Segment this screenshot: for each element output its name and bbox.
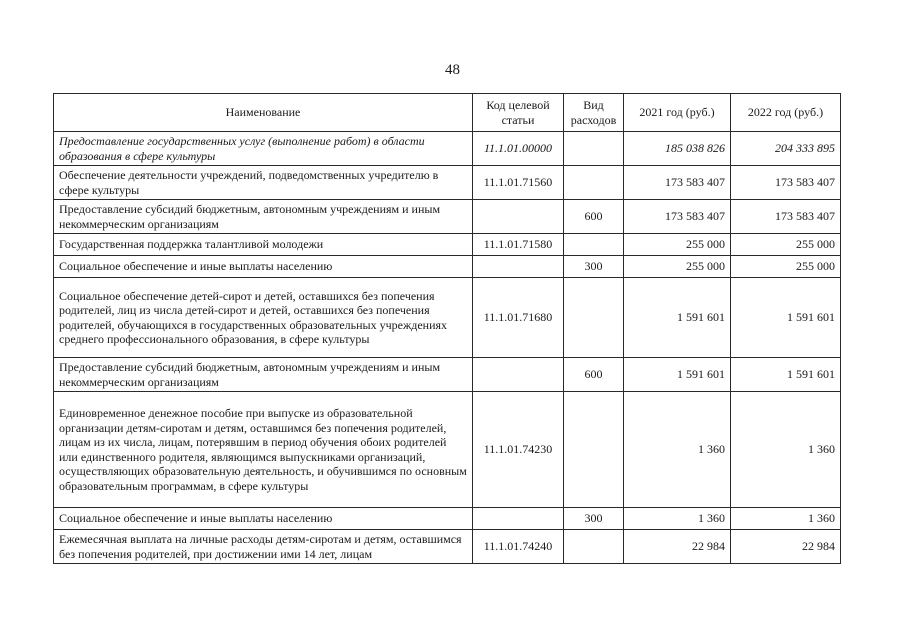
header-name: Наименование	[54, 94, 473, 132]
row-code	[473, 200, 564, 234]
row-expense-type	[564, 530, 624, 564]
table-row	[54, 132, 841, 166]
row-expense-type	[564, 234, 624, 256]
row-name: Предоставление государственных услуг (выполнение работ) в области образования в сфере культуры	[54, 132, 473, 166]
table-row	[54, 358, 841, 392]
row-amount-2021: 173 583 407	[624, 166, 731, 200]
table-row	[54, 234, 841, 256]
row-code	[473, 358, 564, 392]
budget-table	[53, 93, 841, 564]
table-row	[54, 256, 841, 278]
row-code: 11.1.01.71560	[473, 166, 564, 200]
header-year-2021: 2021 год (руб.)	[624, 94, 731, 132]
row-code: 11.1.01.74240	[473, 530, 564, 564]
row-expense-type	[564, 166, 624, 200]
row-code: 11.1.01.71680	[473, 278, 564, 358]
row-name: Предоставление субсидий бюджетным, автономным учреждениям и иным некоммерческим организациям	[54, 200, 473, 234]
table-row	[54, 200, 841, 234]
row-amount-2021: 22 984	[624, 530, 731, 564]
row-name: Предоставление субсидий бюджетным, автономным учреждениям и иным некоммерческим организациям	[54, 358, 473, 392]
row-amount-2022: 255 000	[731, 234, 841, 256]
row-amount-2021: 1 360	[624, 392, 731, 508]
row-amount-2022: 1 360	[731, 508, 841, 530]
row-expense-type	[564, 278, 624, 358]
row-name: Ежемесячная выплата на личные расходы детям-сиротам и детям, оставшимся без попечения родителей, при достижении ими 14 лет, лицам	[54, 530, 473, 564]
row-name: Социальное обеспечение и иные выплаты населению	[54, 256, 473, 278]
table-body	[54, 132, 841, 564]
header-type: Вид расходов	[564, 94, 624, 132]
row-amount-2022: 255 000	[731, 256, 841, 278]
row-code	[473, 508, 564, 530]
table-row	[54, 278, 841, 358]
row-name: Единовременное денежное пособие при выпуске из образовательной организации детям-сиротам и детям, оставшимся без попечения родителей, лицам из их числа, лицам, потерявшим в период обучения обоих родителей или единственного родителя, являющимся выпускниками организаций, осуществляющих образовательную деятельность, и обучившимся по основным образовательным программам, в сфере культуры	[54, 392, 473, 508]
row-name: Социальное обеспечение детей-сирот и детей, оставшихся без попечения родителей, лиц из числа детей-сирот и детей, оставшихся без попечения родителей, обучающихся в государственных образовательных учреждениях среднего профессионального образования, в сфере культуры	[54, 278, 473, 358]
table-row	[54, 508, 841, 530]
row-name: Социальное обеспечение и иные выплаты населению	[54, 508, 473, 530]
row-amount-2022: 1 591 601	[731, 358, 841, 392]
row-expense-type: 600	[564, 200, 624, 234]
row-amount-2021: 185 038 826	[624, 132, 731, 166]
row-expense-type: 300	[564, 256, 624, 278]
row-amount-2021: 1 591 601	[624, 358, 731, 392]
row-amount-2021: 173 583 407	[624, 200, 731, 234]
row-amount-2021: 255 000	[624, 256, 731, 278]
table-row	[54, 166, 841, 200]
row-amount-2021: 1 360	[624, 508, 731, 530]
page-number: 48	[445, 62, 460, 78]
row-amount-2021: 1 591 601	[624, 278, 731, 358]
row-expense-type	[564, 132, 624, 166]
row-amount-2022: 1 360	[731, 392, 841, 508]
row-expense-type: 300	[564, 508, 624, 530]
header-year-2022: 2022 год (руб.)	[731, 94, 841, 132]
row-name: Государственная поддержка талантливой молодежи	[54, 234, 473, 256]
row-expense-type	[564, 392, 624, 508]
row-code	[473, 256, 564, 278]
row-amount-2022: 204 333 895	[731, 132, 841, 166]
row-code: 11.1.01.74230	[473, 392, 564, 508]
row-name: Обеспечение деятельности учреждений, подведомственных учредителю в сфере культуры	[54, 166, 473, 200]
row-amount-2022: 1 591 601	[731, 278, 841, 358]
row-amount-2021: 255 000	[624, 234, 731, 256]
table-header-row	[54, 94, 841, 132]
row-amount-2022: 173 583 407	[731, 166, 841, 200]
row-amount-2022: 173 583 407	[731, 200, 841, 234]
table-row	[54, 530, 841, 564]
row-code: 11.1.01.00000	[473, 132, 564, 166]
header-code: Код целевой статьи	[473, 94, 564, 132]
table-row	[54, 392, 841, 508]
row-expense-type: 600	[564, 358, 624, 392]
row-code: 11.1.01.71580	[473, 234, 564, 256]
row-amount-2022: 22 984	[731, 530, 841, 564]
